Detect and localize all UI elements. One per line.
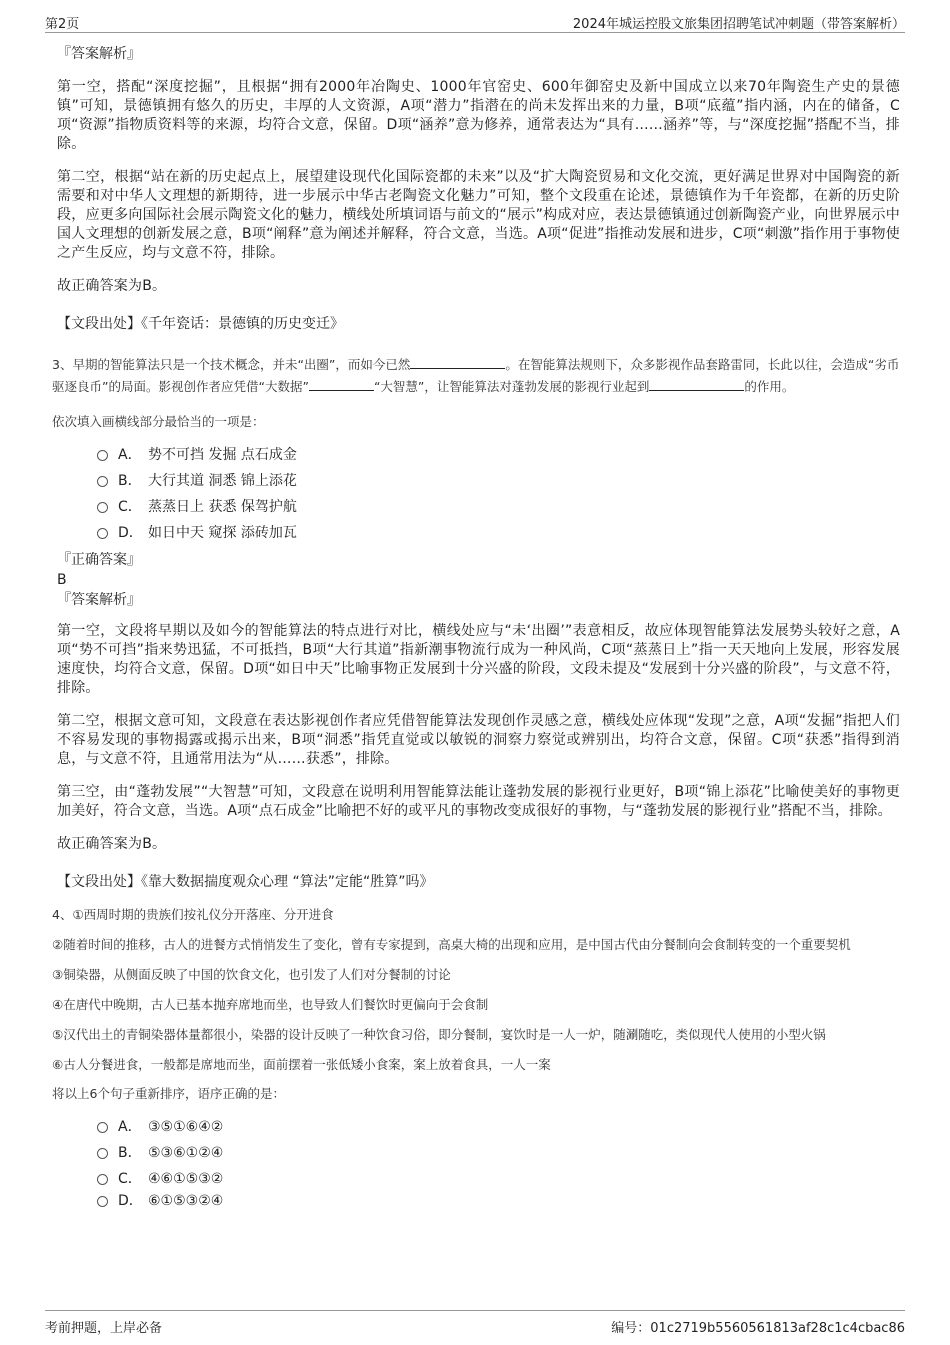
radio-button[interactable] [97, 1174, 108, 1185]
option-text: ③⑤①⑥④② [148, 1119, 224, 1135]
fill-blank [410, 354, 505, 369]
conclusion: 故正确答案为B。 [57, 836, 167, 852]
option-text: ⑥①⑤③②④ [148, 1193, 224, 1209]
radio-button[interactable] [97, 1122, 108, 1133]
stem-text: “大智慧”，让智能算法对蓬勃发展的影视行业起到 [373, 379, 650, 394]
radio-button[interactable] [97, 476, 108, 487]
option-d[interactable] [97, 524, 900, 542]
question-prompt: 依次填入画横线部分最恰当的一项是： [52, 414, 265, 429]
passage-source: 【文段出处】《千年瓷话：景德镇的历史变迁》 [57, 316, 344, 332]
sentence-2: ②随着时间的推移，古人的进餐方式悄悄发生了变化，曾有专家提到，高桌大椅的出现和应用，是中国古代由分餐制向会食制转变的一个重要契机 [52, 937, 851, 952]
option-letter: C． [118, 499, 142, 515]
option-a[interactable] [97, 446, 900, 464]
option-c[interactable] [97, 498, 900, 516]
stem-text: 3、早期的智能算法只是一个技术概念，并未“出圈”，而如今已然 [52, 357, 411, 372]
option-letter: A． [118, 447, 142, 463]
correct-answer-heading: 『正确答案』 [57, 552, 141, 568]
option-letter: C． [118, 1171, 142, 1187]
question-prompt: 将以上6个句子重新排序，语序正确的是： [52, 1086, 285, 1101]
sentence-6: ⑥古人分餐进食，一般都是席地而坐，面前摆着一张低矮小食案，案上放着食具，一人一案 [52, 1057, 551, 1072]
question-stem [52, 354, 900, 398]
option-letter: B． [118, 473, 142, 489]
page-footer [45, 1310, 905, 1337]
option-list [97, 446, 900, 542]
radio-button[interactable] [97, 1148, 108, 1159]
option-text: 蒸蒸日上 获悉 保驾护航 [148, 499, 297, 515]
sentence-4: ④在唐代中晚期，古人已基本抛弃席地而坐，也导致人们餐饮时更偏向于会食制 [52, 997, 489, 1012]
sentence-3: ③铜染器，从侧面反映了中国的饮食文化，也引发了人们对分餐制的讨论 [52, 967, 451, 982]
stem-text: 的作用。 [744, 379, 795, 394]
passage-source: 【文段出处】《靠大数据揣度观众心理 “算法”定能“胜算”吗》 [57, 874, 434, 890]
answer-analysis-heading: 『答案解析』 [57, 592, 141, 608]
option-a[interactable] [97, 1118, 900, 1136]
option-d[interactable] [97, 1192, 900, 1210]
answer-analysis-heading: 『答案解析』 [57, 46, 141, 62]
option-list [97, 1118, 900, 1210]
option-b[interactable] [97, 472, 900, 490]
option-text: ⑤③⑥①②④ [148, 1145, 224, 1161]
sentence-1: 4、①西周时期的贵族们按礼仪分开落座、分开进食 [52, 907, 334, 922]
fill-blank [309, 376, 374, 391]
option-letter: B． [118, 1145, 142, 1161]
option-letter: D． [118, 525, 143, 541]
option-text: 大行其道 洞悉 锦上添花 [148, 473, 297, 489]
radio-button[interactable] [97, 1196, 108, 1207]
document-serial: 编号：01c2719b5560561813af28c1c4cbac86 [611, 1321, 905, 1336]
conclusion: 故正确答案为B。 [57, 278, 167, 294]
document-title: 2024年城运控股文旅集团招聘笔试冲刺题（带答案解析） [572, 17, 905, 32]
page-number: 第2页 [45, 17, 80, 32]
option-letter: A． [118, 1119, 142, 1135]
page-header [45, 10, 905, 33]
fill-blank [649, 376, 744, 391]
analysis-paragraph: 第二空，根据“站在新的历史起点上，展望建设现代化国际瓷都的未来”以及“扩大陶瓷贸易和文化交流，更好满足世界对中国陶瓷的新需要和对中华人文理想的新期待，进一步展示中华古老陶瓷文化魅力”可知，整个文段重在论述，景德镇作为千年瓷都，在新的历史阶段，应更多向国际社会展示陶瓷文化的魅力，横线处所填词语与前文的“展示”构成对应，表达景德镇通过创新陶瓷产业，向世界展示中国人文理想的创新发展之意，B项“阐释”意为阐述并解释，符合文意，当选。A项“促进”指推动发展和进步，C项“刺激”指作用于事物使之产生反应，均与文意不符，排除。 [57, 169, 900, 261]
option-text: 如日中天 窥探 添砖加瓦 [148, 525, 297, 541]
analysis-paragraph: 第一空，文段将早期以及如今的智能算法的特点进行对比，横线处应与“未‘出圈’”表意相反，故应体现智能算法发展势头较好之意，A项“势不可挡”指来势迅猛，不可抵挡，B项“大行其道”指新潮事物流行成为一种风尚，C项“蒸蒸日上”指一天天地向上发展，形容发展速度快，均符合文意，保留。D项“如日中天”比喻事物正发展到十分兴盛的阶段，文段未提及“发展到十分兴盛的阶段”，与文意不符，排除。 [57, 623, 900, 696]
option-b[interactable] [97, 1144, 900, 1162]
sentence-5: ⑤汉代出土的青铜染器体量都很小，染器的设计反映了一种饮食习俗，即分餐制，宴饮时是一人一炉，随涮随吃，类似现代人使用的小型火锅 [52, 1027, 826, 1042]
analysis-paragraph: 第一空，搭配“深度挖掘”，且根据“拥有2000年冶陶史、1000年官窑史、600年御窑史及新中国成立以来70年陶瓷生产史的景德镇”可知，景德镇拥有悠久的历史，丰厚的人文资源，A项“潜力”指潜在的尚未发挥出来的力量，B项“底蕴”指内涵，内在的储备，C项“资源”指物质资料等的来源，均符合文意，保留。D项“涵养”意为修养，通常表达为“具有……涵养”等，与“深度挖掘”搭配不当，排除。 [57, 79, 900, 152]
option-text: 势不可挡 发掘 点石成金 [148, 447, 297, 463]
main-content [52, 44, 900, 1210]
option-letter: D． [118, 1193, 143, 1209]
radio-button[interactable] [97, 502, 108, 513]
radio-button[interactable] [97, 450, 108, 461]
radio-button[interactable] [97, 528, 108, 539]
option-c[interactable] [97, 1170, 900, 1188]
analysis-paragraph: 第二空，根据文意可知，文段意在表达影视创作者应凭借智能算法发现创作灵感之意，横线处应体现“发现”之意，A项“发掘”指把人们不容易发现的事物揭露或揭示出来，B项“洞悉”指凭直觉或以敏锐的洞察力察觉或辨别出，均符合文意，保留。C项“获悉”指得到消息，与文意不符，且通常用法为“从……获悉”，排除。 [57, 713, 900, 767]
option-text: ④⑥①⑤③② [148, 1171, 224, 1187]
analysis-paragraph: 第三空，由“蓬勃发展”“大智慧”可知，文段意在说明利用智能算法能让蓬勃发展的影视行业更好，B项“锦上添花”比喻使美好的事物更加美好，符合文意，当选。A项“点石成金”比喻把不好的或平凡的事物改变成很好的事物，与“蓬勃发展的影视行业”搭配不当，排除。 [57, 784, 900, 819]
stem-text: 。在智能算法规则下，众多影视作品套路雷同，长此以往，会造成“劣币驱逐良币”的局面。影视创作者应凭借“大数据” [52, 357, 900, 394]
footer-slogan: 考前押题，上岸必备 [45, 1321, 163, 1336]
correct-answer: B [57, 572, 67, 588]
